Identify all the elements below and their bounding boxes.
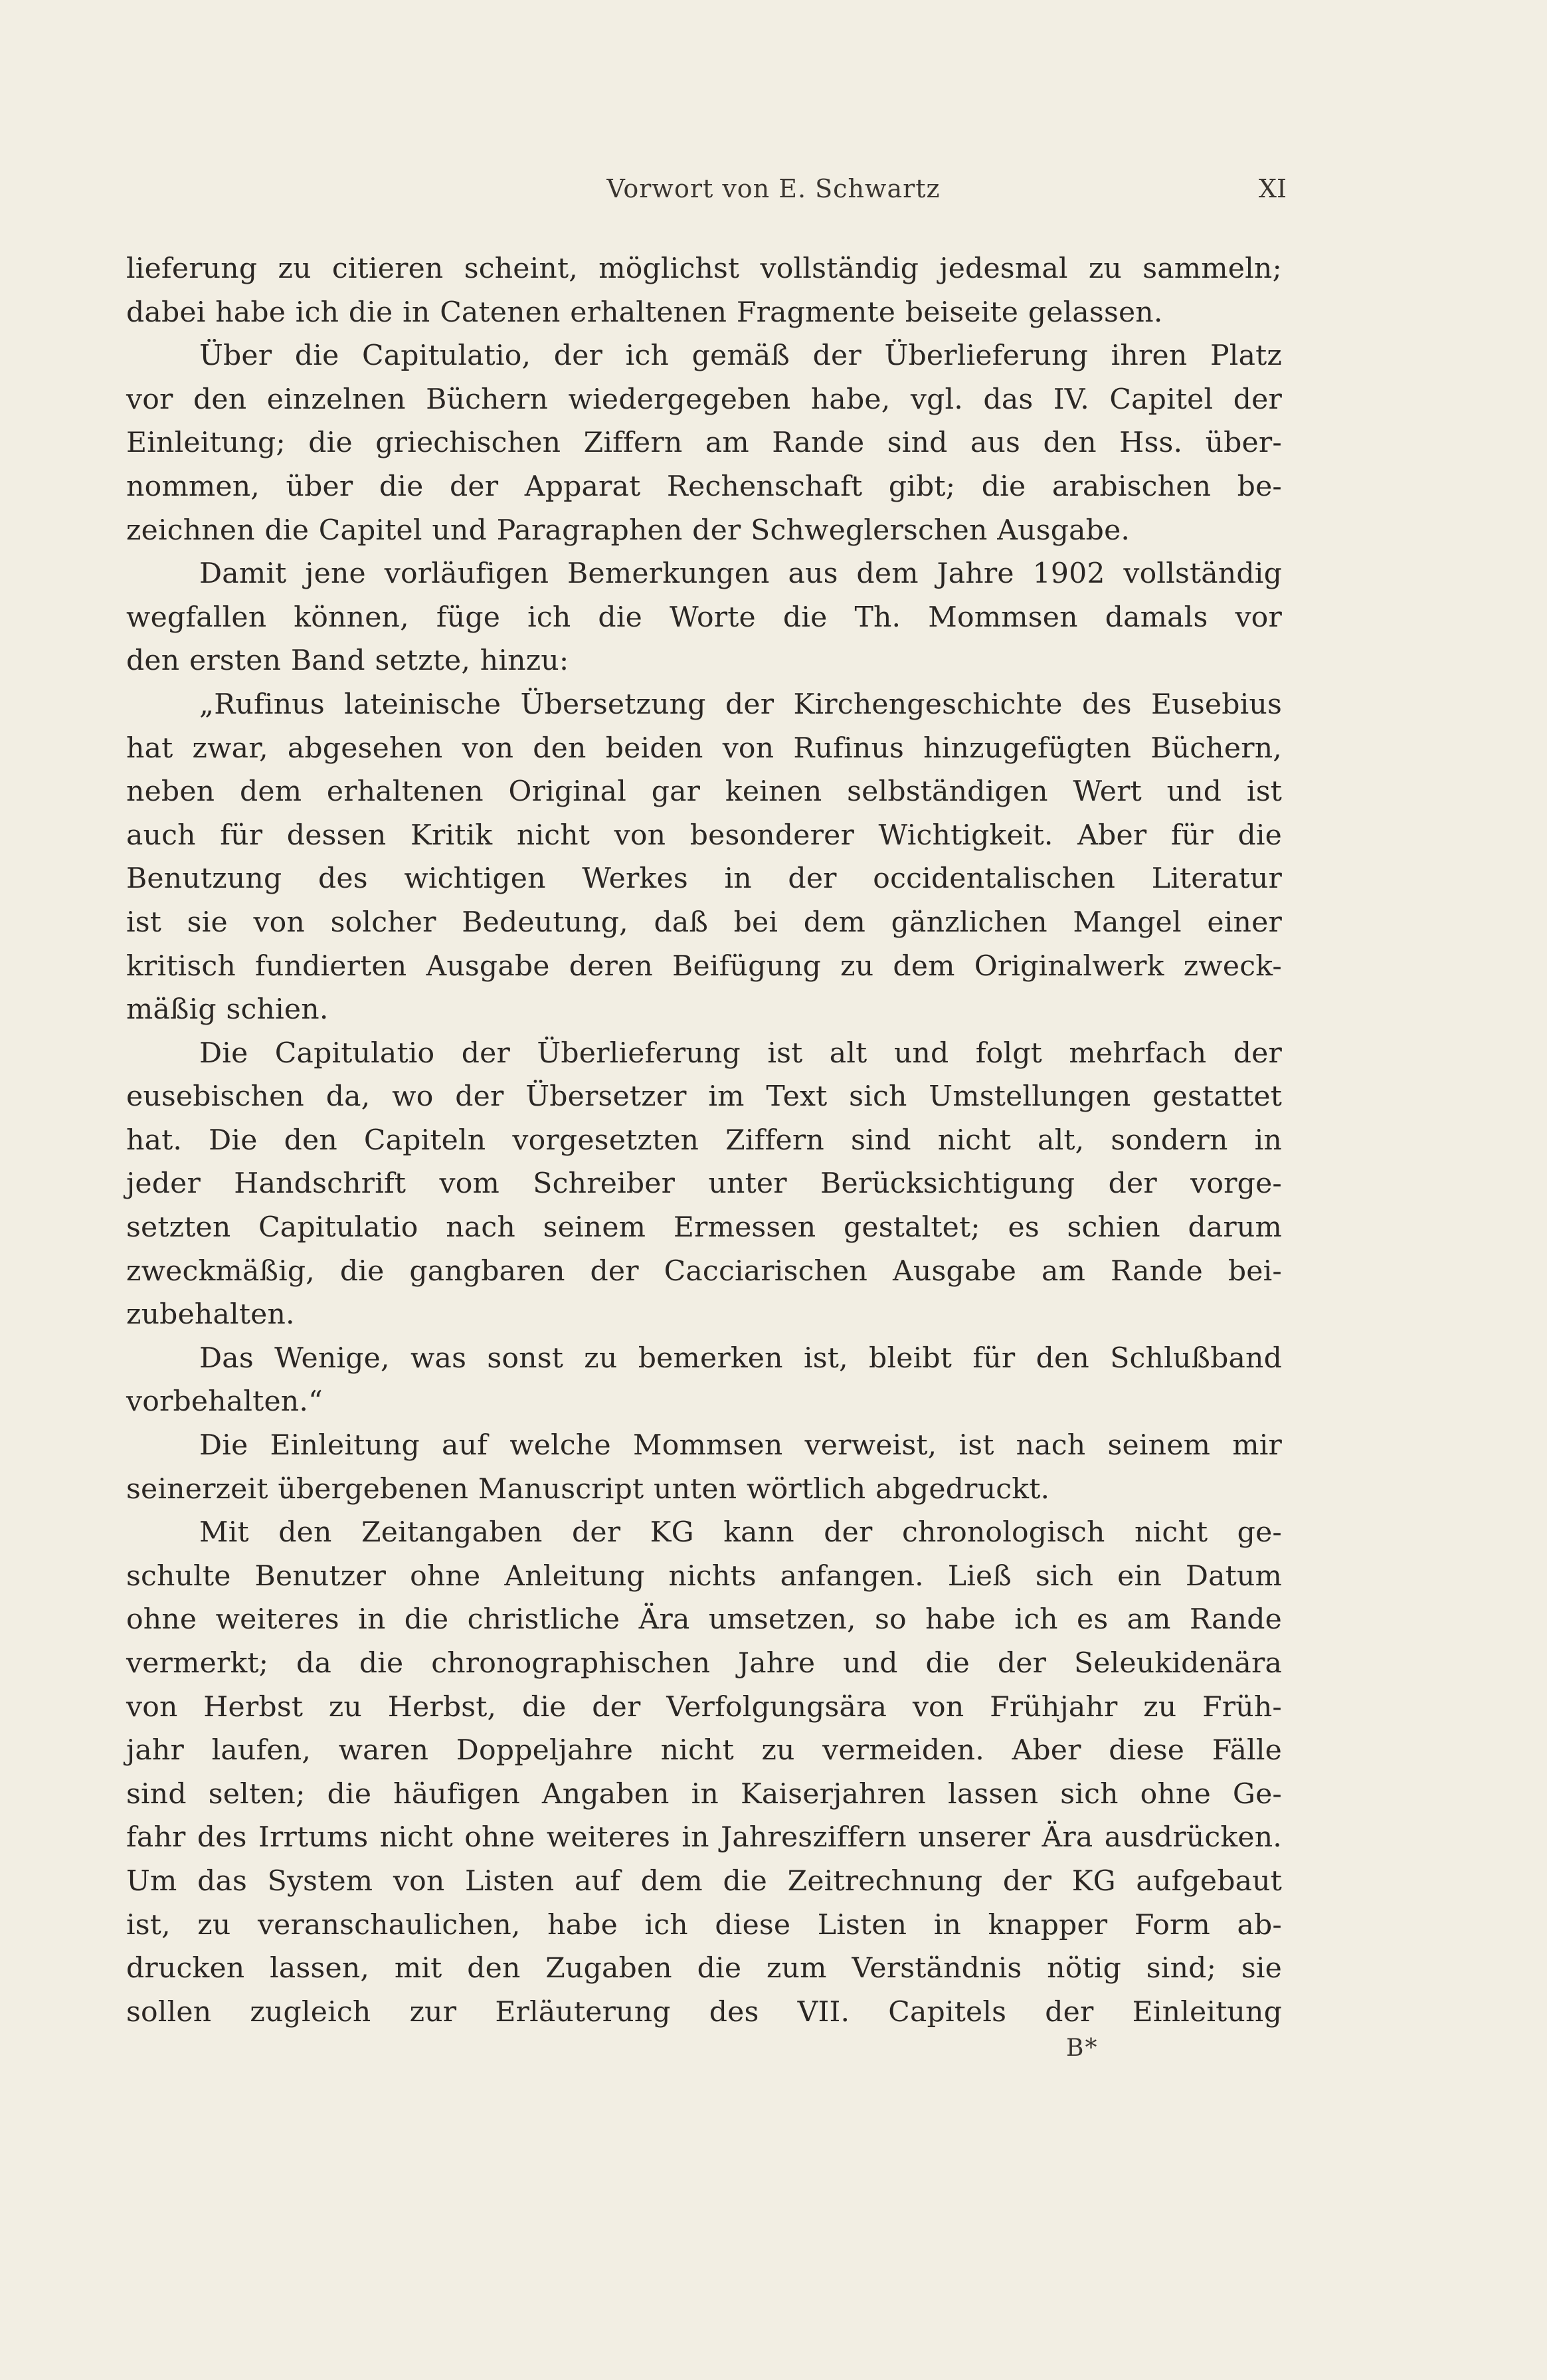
text-line: hat. Die den Capiteln vorgesetzten Ziffern sind nicht alt, sondern in: [126, 1124, 1282, 1157]
page-number: XI: [1258, 174, 1287, 203]
text-line: ist sie von solcher Bedeutung, daß bei dem gänzlichen Mangel einer: [126, 906, 1282, 939]
text-line: jahr laufen, waren Doppeljahre nicht zu vermeiden. Aber diese Fälle: [126, 1734, 1282, 1767]
text-line: wegfallen können, füge ich die Worte die Th. Mommsen damals vor: [126, 601, 1282, 634]
text-line: hat zwar, abgesehen von den beiden von Rufinus hinzugefügten Büchern,: [126, 732, 1282, 765]
text-line: vor den einzelnen Büchern wiedergegeben habe, vgl. das IV. Capitel der: [126, 383, 1282, 416]
text-line: Die Capitulatio der Überlieferung ist alt und folgt mehrfach der: [199, 1037, 1282, 1070]
text-line: nommen, über die der Apparat Rechenschaft gibt; die arabischen be-: [126, 470, 1282, 503]
text-line: Das Wenige, was sonst zu bemerken ist, bleibt für den Schlußband: [199, 1341, 1282, 1375]
text-line: Damit jene vorläufigen Bemerkungen aus dem Jahre 1902 vollständig: [199, 557, 1282, 591]
text-line: Um das System von Listen auf dem die Zeitrechnung der KG aufgebaut: [126, 1864, 1282, 1898]
page-header: [0, 174, 1547, 214]
text-line: Die Einleitung auf welche Mommsen verweist, ist nach seinem mir: [199, 1429, 1282, 1462]
text-line: auch für dessen Kritik nicht von besonderer Wichtigkeit. Aber für die: [126, 819, 1282, 852]
running-head: Vorwort von E. Schwartz: [606, 174, 941, 203]
text-line: schulte Benutzer ohne Anleitung nichts anfangen. Ließ sich ein Datum: [126, 1559, 1282, 1593]
text-line: den ersten Band setzte, hinzu:: [126, 645, 569, 678]
text-line: Einleitung; die griechischen Ziffern am Rande sind aus den Hss. über-: [126, 427, 1282, 460]
text-line: Über die Capitulatio, der ich gemäß der Überlieferung ihren Platz: [199, 340, 1282, 373]
text-line: lieferung zu citieren scheint, möglichst vollständig jedesmal zu sammeln;: [126, 252, 1282, 285]
text-line: jeder Handschrift vom Schreiber unter Berücksichtigung der vorge-: [126, 1167, 1282, 1201]
text-line: kritisch fundierten Ausgabe deren Beifügung zu dem Originalwerk zweck-: [126, 949, 1282, 983]
signature-mark: B*: [1066, 2034, 1099, 2062]
text-line: Mit den Zeitangaben der KG kann der chronologisch nicht ge-: [199, 1516, 1282, 1549]
text-line: neben dem erhaltenen Original gar keinen selbständigen Wert und ist: [126, 775, 1282, 809]
text-line: vermerkt; da die chronographischen Jahre und die der Seleukidenära: [126, 1647, 1282, 1680]
text-line: mäßig schien.: [126, 993, 329, 1027]
text-line: seinerzeit übergebenen Manuscript unten wörtlich abgedruckt.: [126, 1472, 1050, 1506]
text-line: setzten Capitulatio nach seinem Ermessen gestaltet; es schien darum: [126, 1211, 1282, 1244]
text-line: dabei habe ich die in Catenen erhaltenen Fragmente beiseite gelassen.: [126, 296, 1163, 329]
text-line: zubehalten.: [126, 1298, 295, 1332]
text-line: vorbehalten.“: [126, 1385, 323, 1419]
text-line: zweckmäßig, die gangbaren der Cacciarischen Ausgabe am Rande bei-: [126, 1254, 1282, 1288]
text-line: ist, zu veranschaulichen, habe ich diese Listen in knapper Form ab-: [126, 1908, 1282, 1941]
text-line: Benutzung des wichtigen Werkes in der occidentalischen Literatur: [126, 862, 1282, 896]
text-line: ohne weiteres in die christliche Ära umsetzen, so habe ich es am Rande: [126, 1603, 1282, 1636]
text-line: sind selten; die häufigen Angaben in Kaiserjahren lassen sich ohne Ge-: [126, 1777, 1282, 1811]
body-text: [126, 247, 1282, 2034]
text-line: von Herbst zu Herbst, die der Verfolgungsära von Frühjahr zu Früh-: [126, 1690, 1282, 1724]
text-line: eusebischen da, wo der Übersetzer im Text sich Umstellungen gestattet: [126, 1080, 1282, 1114]
text-line: zeichnen die Capitel und Paragraphen der Schweglerschen Ausgabe.: [126, 514, 1131, 547]
text-line: fahr des Irrtums nicht ohne weiteres in Jahresziffern unserer Ära ausdrücken.: [126, 1821, 1282, 1854]
text-line: sollen zugleich zur Erläuterung des VII. Capitels der Einleitung: [126, 1995, 1282, 2029]
text-line: „Rufinus lateinische Übersetzung der Kirchengeschichte des Eusebius: [199, 688, 1282, 721]
text-line: drucken lassen, mit den Zugaben die zum Verständnis nötig sind; sie: [126, 1952, 1282, 1985]
